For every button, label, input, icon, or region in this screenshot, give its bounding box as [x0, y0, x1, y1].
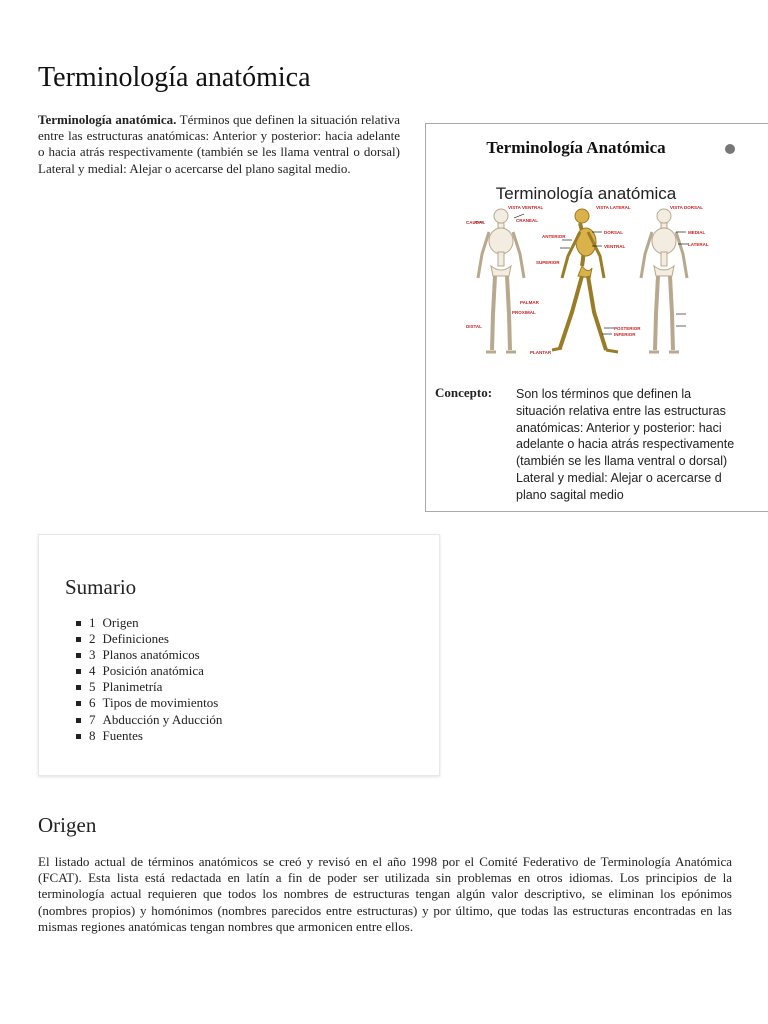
toc-number: 2 — [89, 631, 96, 647]
toc-number: 1 — [89, 615, 96, 630]
toc-number: 6 — [89, 695, 96, 711]
label-ventral: VENTRAL — [604, 244, 626, 249]
table-of-contents — [38, 534, 440, 776]
label-plantar: PLANTAR — [530, 350, 552, 355]
intro-term: Terminología anatómica. — [38, 112, 177, 127]
label-caudal: CAUDAL — [466, 220, 485, 225]
label-palmar: PALMAR — [520, 300, 539, 305]
label-lateral: LATERAL — [688, 242, 709, 247]
intro-paragraph — [38, 112, 400, 177]
label-medial: MEDIAL — [688, 230, 706, 235]
label-distal: DISTAL — [466, 324, 482, 329]
circle-icon — [725, 144, 735, 154]
page-title: Terminología anatómica — [38, 62, 311, 93]
toc-item-label[interactable]: Abducción y Aducción — [102, 711, 223, 727]
infobox — [425, 123, 768, 512]
toc-list — [89, 615, 222, 744]
label-vista-dorsal: VISTA DORSAL — [670, 205, 704, 210]
label-craneal: CRANEAL — [516, 218, 538, 223]
skeleton-ventral — [478, 209, 524, 352]
toc-item-label[interactable]: Planimetría — [102, 679, 163, 695]
intro-text: Términos que definen la situación relativa entre las estructuras anatómicas: Anterior y posterior: hacia adelante o hacia atrás respectivamente (también se les llama ventral o dorsal) Lateral y medial: Alejar o acercarse del plano sagital medio. — [38, 112, 400, 176]
toc-number: 7 — [89, 711, 96, 727]
toc-item-planimetria[interactable] — [89, 679, 222, 695]
toc-item-planos-anatomicos[interactable] — [89, 647, 222, 663]
toc-item-label[interactable]: Origen — [102, 615, 139, 630]
toc-number: 8 — [89, 727, 96, 743]
toc-item-posicion-anatomica[interactable] — [89, 663, 222, 679]
section-title-origen: Origen — [38, 813, 97, 837]
toc-number: 4 — [89, 663, 96, 679]
label-inferior: INFERIOR — [614, 332, 636, 337]
label-anterior: ANTERIOR — [542, 234, 566, 239]
label-vista-lateral: VISTA LATERAL — [596, 205, 631, 210]
infobox-title: Terminología Anatómica — [486, 138, 666, 157]
label-posterior: POSTERIOR — [614, 326, 641, 331]
toc-item-label[interactable]: Fuentes — [102, 727, 143, 743]
skeleton-dorsal — [641, 209, 687, 352]
label-vista-ventral: VISTA VENTRAL — [508, 205, 544, 210]
infobox-image-title: Terminología anatómica — [495, 184, 677, 203]
toc-item-label[interactable]: Planos anatómicos — [102, 647, 200, 663]
toc-item-definiciones[interactable] — [89, 631, 222, 647]
toc-item-abduccion-aduccion[interactable] — [89, 712, 222, 728]
toc-item-origen[interactable] — [89, 615, 222, 631]
skeleton-illustration[interactable] — [464, 204, 709, 364]
toc-number: 5 — [89, 679, 96, 695]
toc-title: Sumario — [65, 575, 137, 599]
toc-item-label[interactable]: Tipos de movimientos — [102, 695, 219, 711]
infobox-concept-value: Son los términos que definen la situación relativa entre las estructuras anatómicas: Anterior y posterior: haci adelante o hacia atrás respectivamente (también se les llama ventral o dorsal) Lateral y medial: Alejar o acercarse d plano sagital medio — [516, 387, 735, 502]
toc-item-label[interactable]: Posición anatómica — [102, 663, 204, 679]
label-proximal: PROXIMAL — [512, 310, 536, 315]
toc-item-fuentes[interactable] — [89, 728, 222, 744]
toc-item-label[interactable]: Definiciones — [102, 631, 169, 647]
label-dorsal: DORSAL — [604, 230, 623, 235]
section-body-origen: El listado actual de términos anatómicos se creó y revisó en el año 1998 por el Comité Federativo de Terminología Anatómica (FCAT). Esta lista está redactada en latín a fin de poder ser utilizada sin problemas en otros idiomas. Los principios de la terminología actual requieren que todos los nombres de estructuras tengan algún valor descriptivo, se eliminan los epónimos (nombres propios) y homónimos (nombres parecidos entre estructuras) y por último, que todas las estructuras encontradas en las mismas regiones anatómicas tengan nombres que armonicen entre ellos. — [38, 854, 732, 934]
infobox-concept-label: Concepto: — [435, 385, 493, 400]
toc-number: 3 — [89, 647, 96, 663]
toc-item-tipos-de-movimientos[interactable] — [89, 695, 222, 711]
label-superior: SUPERIOR — [536, 260, 560, 265]
